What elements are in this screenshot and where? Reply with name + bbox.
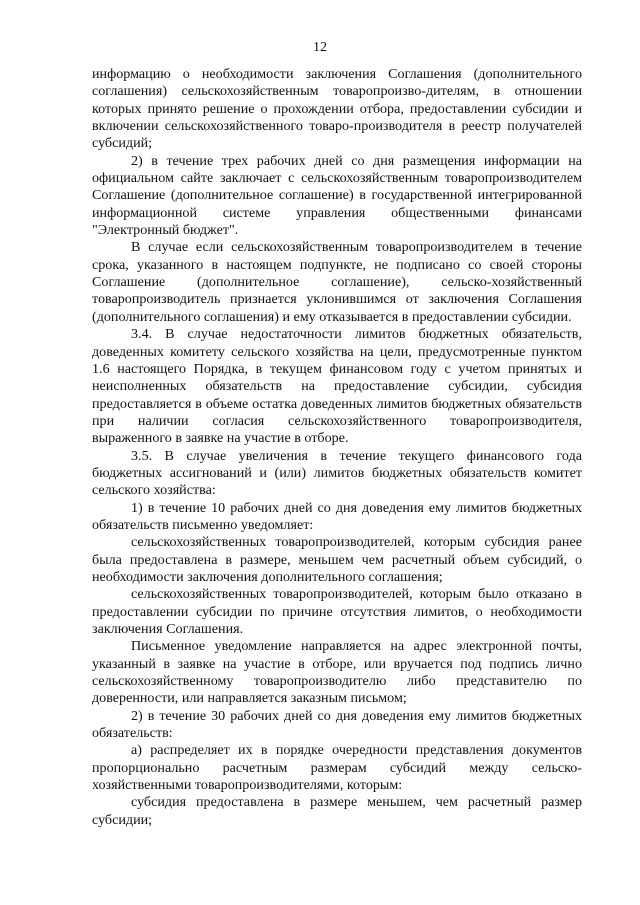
document-body (92, 66, 582, 829)
paragraph: 1) в течение 10 рабочих дней со дня доведения ему лимитов бюджетных обязательств письменно уведомляет: (92, 499, 582, 533)
paragraph: В случае если сельскохозяйственным товаропроизводителем в течение срока, указанного в настоящем подпункте, не подписано со своей стороны Соглашение (дополнительное соглашение), сельско-хозяйственный товаропроизводитель признается уклонившимся от заключения Соглашения (дополнительного соглашения) и ему отказывается в предоставлении субсидии. (92, 239, 582, 325)
paragraph: субсидия предоставлена в размере меньшем, чем расчетный размер субсидии; (92, 794, 582, 828)
page-number: 12 (313, 40, 327, 55)
paragraph: 2) в течение 30 рабочих дней со дня доведения ему лимитов бюджетных обязательств: (92, 707, 582, 742)
paragraph: сельскохозяйственных товаропроизводителей, которым было отказано в предоставлении субсидии по причине отсутствия лимитов, о необходимости заключения Соглашения. (92, 586, 582, 637)
paragraph: информацию о необходимости заключения Соглашения (дополнительного соглашения) сельскохозяйственным товаропроизво-дителям, в отношении которых принято решение о прохождении отбора, предоставлении субсидии и включении сельскохозяйственного товаро-производителя в реестр получателей субсидий; (92, 66, 582, 152)
paragraph: 3.4. В случае недостаточности лимитов бюджетных обязательств, доведенных комитету сельского хозяйства на цели, предусмотренные пунктом 1.6 настоящего Порядка, в текущем финансовом году с учетом принятых и неисполненных обязательств на предоставление субсидии, субсидия предоставляется в объеме остатка доведенных лимитов бюджетных обязательств при наличии согласия сельскохозяйственного товаропроизводителя, выраженного в заявке на участие в отборе. (92, 326, 582, 447)
paragraph: 3.5. В случае увеличения в течение текущего финансового года бюджетных ассигнований и (или) лимитов бюджетных обязательств комитет сельского хозяйства: (92, 447, 582, 499)
paragraph: Письменное уведомление направляется на адрес электронной почты, указанный в заявке на участие в отборе, или вручается под подпись лично сельскохозяйственному товаропроизводителю либо представителю по доверенности, или направляется заказным письмом; (92, 638, 582, 707)
paragraph: 2) в течение трех рабочих дней со дня размещения информации на официальном сайте заключает с сельскохозяйственным товаропроизводителем Соглашение (дополнительное соглашение) в государственной интегрированной информационной системе управления общественными финансами "Электронный бюджет". (92, 152, 582, 239)
paragraph: а) распределяет их в порядке очередности представления документов пропорционально расчетным размерам субсидий между сельско-хозяйственными товаропроизводителями, которым: (92, 742, 582, 794)
paragraph: сельскохозяйственных товаропроизводителей, которым субсидия ранее была предоставлена в размере, меньшем чем расчетный объем субсидий, о необходимости заключения дополнительного соглашения; (92, 534, 582, 585)
